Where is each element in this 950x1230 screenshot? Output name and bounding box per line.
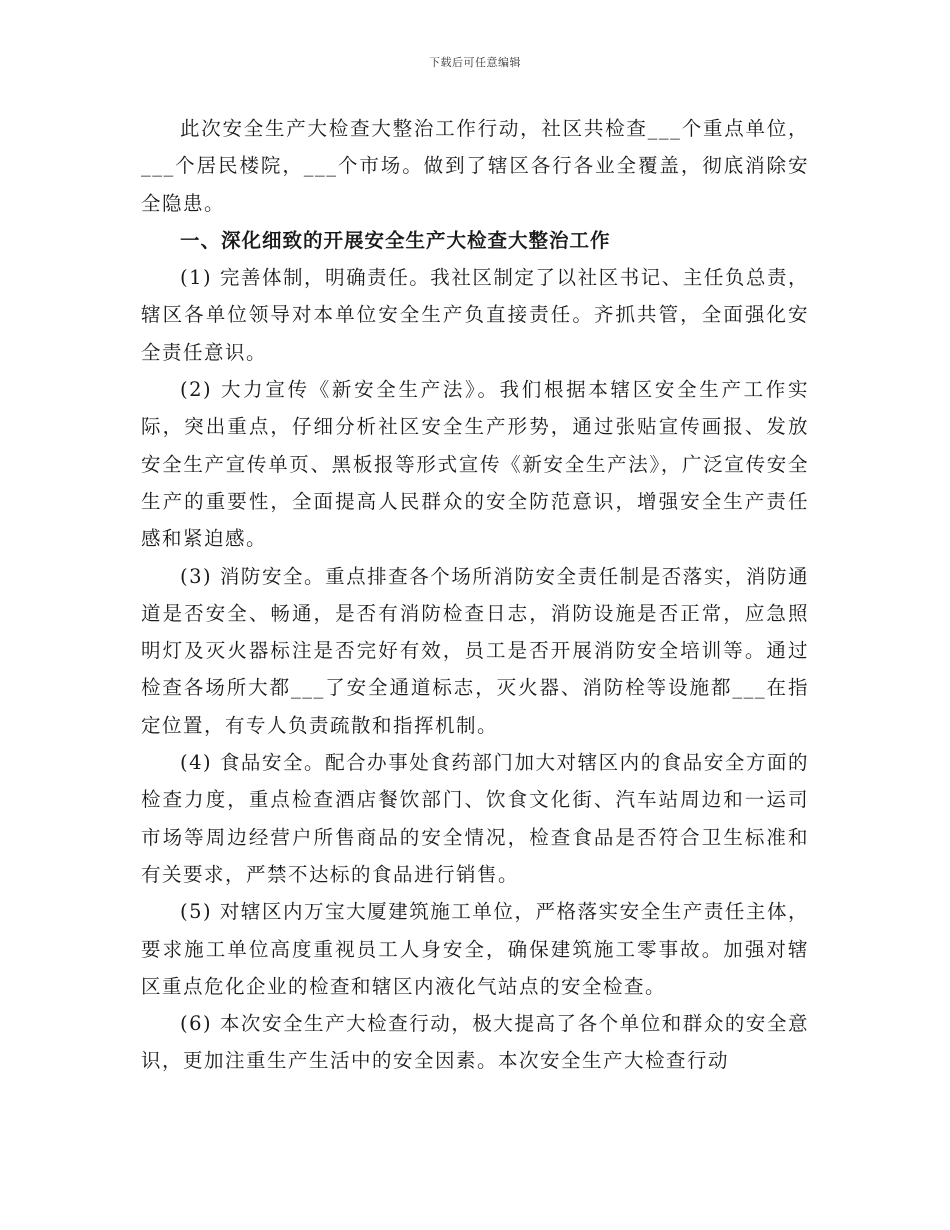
paragraph-item-2: (2) 大力宣传《新安全生产法》。我们根据本辖区安全生产工作实际，突出重点，仔细分析社区安全生产形势，通过张贴宣传画报、发放安全生产宣传单页、黑板报等形式宣传《新安全生产法》，广泛宣传安全生产的重要性，全面提高人民群众的安全防范意识，增强安全生产责任感和紧迫感。 bbox=[141, 378, 809, 551]
paragraph-item-4: (4) 食品安全。配合办事处食药部门加大对辖区内的食品安全方面的检查力度，重点检查酒店餐饮部门、饮食文化街、汽车站周边和一运司市场等周边经营户所售商品的安全情况，检查食品是否符合卫生标准和有关要求，严禁不达标的食品进行销售。 bbox=[141, 751, 809, 886]
paragraph-item-6: (6) 本次安全生产大检查行动，极大提高了各个单位和群众的安全意识，更加注重生产生活中的安全因素。本次安全生产大检查行动 bbox=[141, 1012, 809, 1073]
paragraph-item-3: (3) 消防安全。重点排查各个场所消防安全责任制是否落实，消防通道是否安全、畅通，是否有消防检查日志，消防设施是否正常，应急照明灯及灭火器标注是否完好有效，员工是否开展消防安全培训等。通过检查各场所大都___了安全通道标志，灭火器、消防栓等设施都___在指定位置，有专人负责疏散和指挥机制。 bbox=[141, 564, 809, 737]
document-body bbox=[141, 110, 809, 1080]
paragraph-item-5: (5) 对辖区内万宝大厦建筑施工单位，严格落实安全生产责任主体，要求施工单位高度重视员工人身安全，确保建筑施工零事故。加强对辖区重点危化企业的检查和辖区内液化气站点的安全检查。 bbox=[141, 900, 809, 998]
section-heading: 一、深化细致的开展安全生产大检查大整治工作 bbox=[180, 228, 611, 252]
paragraph-item-1: (1) 完善体制，明确责任。我社区制定了以社区书记、主任负总责，辖区各单位领导对本单位安全生产负直接责任。齐抓共管，全面强化安全责任意识。 bbox=[141, 266, 809, 364]
paragraph-intro: 此次安全生产大检查大整治工作行动，社区共检查___个重点单位，___个居民楼院，___个市场。做到了辖区各行各业全覆盖，彻底消除安全隐患。 bbox=[141, 117, 809, 215]
page-header: 下载后可任意编辑 bbox=[429, 56, 521, 69]
